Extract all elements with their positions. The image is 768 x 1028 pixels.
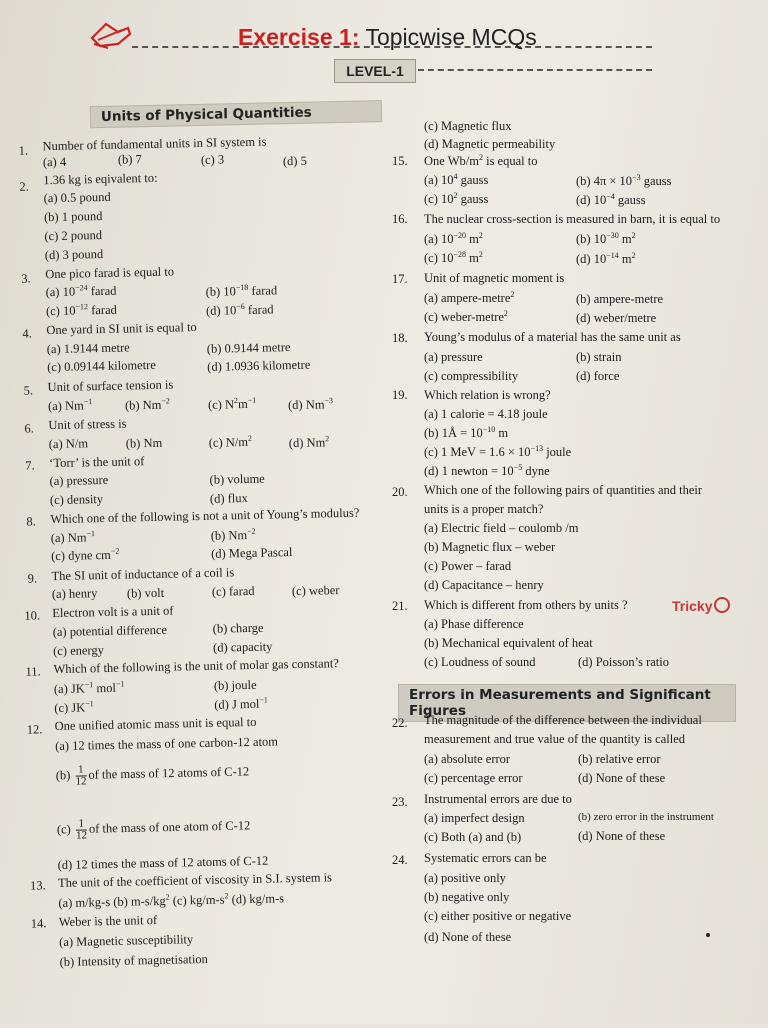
option: (a) $JK^{-1}$ mol$^{-1}$ (53, 679, 125, 697)
option: (c) Loudness of sound (424, 655, 536, 669)
option: (b) 0.9144 metre (206, 340, 291, 356)
question-number: 24. (392, 853, 408, 867)
option: (a) 1 calorie = 4.18 joule (424, 407, 548, 421)
option: (d) 5 (282, 153, 308, 169)
option: (d) capacity (212, 639, 273, 655)
question-text: measurement and true value of the quantity is called (424, 732, 686, 746)
option: (c) $\frac{1}{12}$ of the mass of one atom of C-12 (56, 817, 251, 842)
option: (b) charge (212, 620, 264, 636)
question-text: 1.36 kg is eqivalent to: (43, 170, 158, 188)
question-text: Young’s modulus of a material has the same unit as (424, 330, 681, 344)
option: (d) 3 pound (44, 246, 104, 263)
option-row: (a) m/kg-s (b) $m-s/kg^2$ (c) $kg/m-s^2$ (d) kg/m-s (58, 891, 285, 911)
question-text: Which is different from others by units ? (424, 598, 628, 612)
question-text: ‘Torr’ is the unit of (49, 454, 145, 471)
option: (a) Magnetic susceptibility (59, 932, 194, 950)
option: (b) ampere-metre (576, 292, 664, 306)
option: (a) 1.9144 metre (46, 340, 130, 357)
option: (a) 0.5 pound (43, 189, 111, 206)
option: (d) Capacitance – henry (424, 578, 544, 592)
option: (d) weber/metre (576, 311, 657, 325)
option: (b) Magnetic flux – weber (424, 540, 556, 554)
section-heading-units: Units of Physical Quantities (90, 100, 382, 128)
question-text: One unified atomic mass unit is equal to (54, 714, 257, 734)
option: (d) $10^{-6}$ farad (205, 301, 274, 318)
option: (d) $Nm^{-3}$ (287, 396, 334, 413)
option: (c) energy (52, 643, 105, 659)
question-text: Systematic errors can be (424, 851, 547, 865)
page-title: Exercise 1: Topicwise MCQs (238, 24, 537, 50)
option: (a) $10^{-24}$ farad (45, 283, 117, 300)
question-number: 23. (392, 795, 408, 809)
question-text: The nuclear cross-section is measured in barn, it is equal to (424, 212, 721, 226)
question-text: Which one of the following pairs of quantities and their (424, 483, 703, 497)
option: (d) force (576, 369, 620, 383)
option: (d) 12 times the mass of 12 atoms of C-12 (57, 853, 269, 873)
option: (a) $Nm^{-1}$ (47, 397, 93, 414)
option: (c) 3 (200, 152, 225, 167)
option: (b) $Nm^{-2}$ (124, 396, 170, 413)
option: (c) Power – farad (424, 559, 512, 573)
option: (b) volume (209, 471, 265, 487)
option: (d) Magnetic permeability (424, 137, 556, 151)
option: (c) Magnetic flux (424, 119, 512, 133)
question-number: 6. (24, 421, 34, 436)
option: (c) percentage error (424, 771, 523, 785)
option: (c) density (49, 492, 104, 508)
question-number: 21. (392, 599, 408, 613)
option: (c) 1 MeV = $1.6 \times 10^{-13}$ joule (424, 443, 572, 459)
option: (a) imperfect design (424, 811, 525, 825)
question-number: 8. (26, 514, 36, 529)
option: (c) $10^{-28}$ $m^2$ (424, 249, 483, 265)
option: (d) 1 newton = $10^{-5}$ dyne (424, 462, 550, 478)
question-number: 20. (392, 485, 408, 499)
question-text: One yard in SI unit is equal to (46, 320, 197, 338)
option: (a) 4 (42, 154, 67, 170)
option: (c) weber (291, 583, 340, 599)
question-text: Unit of stress is (48, 416, 127, 433)
question-text: Electron volt is a unit of (52, 603, 174, 621)
option: (b) strain (576, 350, 622, 364)
question-number: 4. (22, 326, 32, 341)
question-number: 14. (30, 916, 47, 931)
option: (a) absolute error (424, 752, 511, 766)
option: (d) 1.0936 kilometre (207, 357, 311, 374)
question-text: The SI unit of inductance of a coil is (51, 565, 235, 584)
option: (b) Nm (125, 435, 163, 451)
option: (b) $\frac{1}{12}$ of the mass of 12 atoms of C-12 (55, 763, 250, 788)
option: (d) $10^{-4}$ gauss (576, 191, 646, 207)
option: (b) 1Å = $10^{-10}$ m (424, 424, 509, 440)
option: (b) 7 (117, 152, 142, 167)
option: (d) $10^{-14}$ $m^2$ (576, 250, 636, 266)
option: (a) henry (51, 586, 98, 602)
question-text: One pico farad is equal to (45, 264, 175, 282)
option: (d) None of these (578, 771, 666, 785)
option: (d) Nm$^2$ (288, 434, 330, 451)
option: (d) Poisson’s ratio (578, 655, 669, 669)
option: (c) $N/m^2$ (208, 433, 253, 450)
fraction: $\frac{1}{12}$ (75, 817, 88, 842)
question-number: 18. (392, 331, 408, 345)
option: (a) Phase difference (424, 617, 524, 631)
option: (b) Mechanical equivalent of heat (424, 636, 593, 650)
option: (b) 1 pound (43, 208, 103, 225)
option: (c) farad (211, 583, 255, 599)
option: (c) Both (a) and (b) (424, 830, 522, 844)
option: (a) positive only (424, 871, 506, 885)
option: (a) pressure (424, 350, 483, 364)
option: (c) 2 pound (44, 227, 103, 244)
option: (c) weber-metre$^2$ (424, 308, 508, 324)
question-text: Number of fundamental units in SI system is (42, 134, 267, 154)
level-badge: LEVEL-1 (334, 59, 416, 83)
question-text: Which of the following is the unit of molar gas constant? (53, 656, 339, 677)
option: (c) either positive or negative (424, 909, 572, 923)
question-text: One $Wb/m^2$ is equal to (424, 152, 538, 168)
question-text: Unit of magnetic moment is (424, 271, 565, 285)
option: (c) 0.09144 kilometre (47, 357, 156, 375)
question-number: 19. (392, 388, 408, 402)
tricky-badge: Tricky (672, 597, 730, 614)
option: (d) J mol$^{-1}$ (214, 695, 268, 712)
option: (c) compressibility (424, 369, 519, 383)
option: (b) $10^{-30}$ $m^2$ (576, 230, 636, 246)
question-number: 7. (25, 458, 35, 473)
question-number: 22. (392, 716, 408, 730)
option: (b) Intensity of magnetisation (59, 951, 208, 970)
option: (a) $10^4$ gauss (424, 171, 489, 187)
option: (b) zero error in the instrument (578, 811, 714, 823)
option: (c) $N^2m^{-1}$ (207, 395, 257, 412)
option: (b) $Nm^{-2}$ (210, 526, 256, 543)
option: (b) $4\pi \times 10^{-3}$ gauss (576, 172, 672, 188)
question-text: Weber is the unit of (58, 912, 158, 930)
option: (a) 12 times the mass of one carbon-12 atom (54, 734, 279, 754)
question-text: units is a proper match? (424, 502, 544, 516)
option: (b) joule (213, 677, 257, 693)
option: (c) $JK^{-1}$ (54, 699, 94, 716)
option: (d) flux (209, 490, 248, 506)
question-number: 3. (21, 271, 31, 286)
question-number: 11. (25, 664, 41, 679)
section-heading-errors: Errors in Measurements and Significant Figures (398, 684, 736, 722)
question-text: The magnitude of the difference between the individual (424, 713, 702, 727)
question-text: Which relation is wrong? (424, 388, 551, 402)
question-number: 5. (23, 383, 34, 398)
question-number: 12. (26, 722, 43, 737)
option: (b) relative error (578, 752, 661, 766)
option: (a) Electric field – coulomb /m (424, 521, 579, 535)
option: (a) N/m (48, 436, 89, 452)
option: (b) volt (126, 585, 165, 601)
question-number: 9. (27, 571, 38, 586)
question-number: 15. (392, 154, 408, 168)
question-number: 10. (24, 608, 41, 623)
question-number: 13. (29, 878, 46, 893)
option: (b) negative only (424, 890, 510, 904)
option: (d) None of these (578, 829, 666, 843)
question-text: The unit of the coefficient of viscosity in S.I. system is (57, 870, 333, 891)
question-text: Instrumental errors are due to (424, 792, 572, 806)
question-number: 2. (19, 179, 29, 194)
option: (a) pressure (49, 472, 109, 489)
option: (d) None of these (424, 930, 512, 944)
decorative-dot (706, 933, 710, 937)
question-number: 16. (392, 212, 408, 226)
question-text: Unit of surface tension is (47, 377, 174, 395)
question-number: 17. (392, 272, 408, 286)
option: (a) potential difference (52, 622, 168, 640)
bulb-icon (714, 597, 730, 613)
option: (b) $10^{-18}$ farad (205, 282, 278, 299)
question-text: Which one of the following is not a unit of Young’s modulus? (50, 505, 360, 527)
question-number: 1. (18, 143, 29, 158)
option: (c) $10^2$ gauss (424, 190, 489, 206)
fraction: $\frac{1}{12}$ (75, 763, 87, 788)
option: (a) ampere-metre$^2$ (424, 289, 515, 305)
option: (a) $10^{-20}$ $m^2$ (424, 230, 483, 246)
option: (d) Mega Pascal (210, 545, 293, 561)
option: (c) dyne $cm^{-2}$ (50, 546, 120, 564)
option: (a) $Nm^{-1}$ (50, 529, 96, 546)
option: (c) $10^{-12}$ farad (45, 302, 117, 319)
